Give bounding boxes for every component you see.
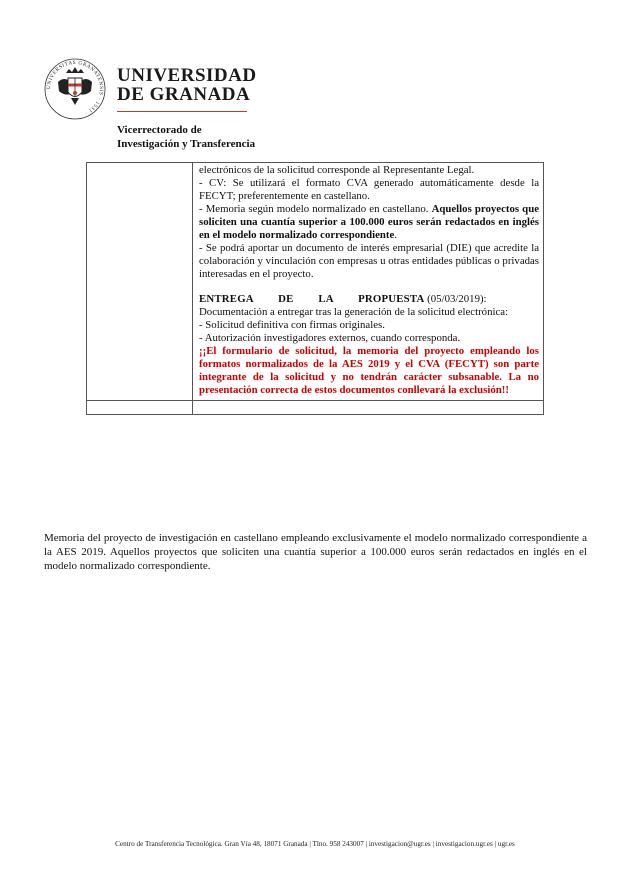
university-seal-logo: [44, 58, 106, 120]
requirements-table: [86, 162, 544, 415]
die-text: - Se podrá aportar un documento de interés empresarial (DIE) que acredite la colaboración y vinculación con empresas u otras entidades públicas o privadas interesadas en el proyecto.: [199, 242, 539, 280]
table-content-cell: [193, 401, 544, 415]
vicerrectorado-title: Vicerrectorado de Investigación y Transferencia: [117, 124, 256, 150]
legal-rep-text: electrónicos de la solicitud corresponde al Representante Legal.: [199, 164, 475, 176]
memoria-text: - Memoria según modelo normalizado en castellano. Aquellos proyectos que soliciten una cuantía superior a 100.000 euros serán redactados en inglés en el modelo normalizado correspondiente.: [199, 203, 539, 241]
university-name: UNIVERSIDAD DE GRANADA: [117, 65, 257, 105]
entrega-heading: ENTREGA DE LA PROPUESTA (05/03/2019):: [199, 293, 487, 305]
table-content-cell: [193, 163, 544, 401]
list-item: - Solicitud definitiva con firmas originales.: [199, 319, 385, 331]
table-label-cell: [87, 163, 193, 401]
list-item: - Autorización investigadores externos, cuando corresponda.: [199, 332, 461, 344]
memoria-paragraph: Memoria del proyecto de investigación en castellano empleando exclusivamente el modelo normalizado correspondiente a la AES 2019. Aquellos proyectos que soliciten una cuantía superior a 100.000 euros serán redactados en inglés en el modelo normalizado correspondiente.: [44, 532, 587, 572]
header-divider: [117, 111, 247, 112]
exclusion-warning: ¡¡El formulario de solicitud, la memoria del proyecto empleando los formatos normalizados de la AES 2019 y el CVA (FECYT) son parte integrante de la solicitud y no tendrán carácter subsanable. La no presentación correcta de estos documentos conllevará la exclusión!!: [199, 345, 539, 396]
cv-text: - CV: Se utilizará el formato CVA generado automáticamente desde la FECYT; preferentemente en castellano.: [199, 177, 539, 202]
table-row: [87, 163, 544, 401]
page-footer: Centro de Transferencia Tecnológica. Gran Vía 48, 18071 Granada | Tlno. 958 243007 | investigacion@ugr.es | investigacion.ugr.es | ugr.es: [115, 840, 515, 848]
entrega-text: Documentación a entregar tras la generación de la solicitud electrónica:: [199, 306, 509, 318]
svg-text:UNIVERSITAS GRANATENSIS · 1531: UNIVERSITAS GRANATENSIS · 1531 ·: [45, 59, 105, 116]
table-label-cell: [87, 401, 193, 415]
table-row: [87, 401, 544, 415]
